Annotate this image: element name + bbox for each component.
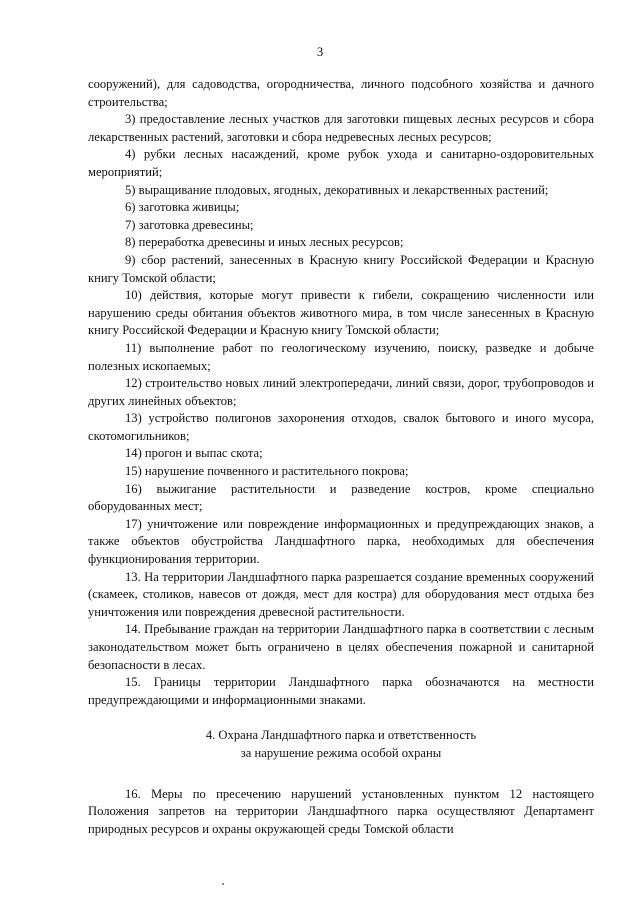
list-item: 16) выжигание растительности и разведение костров, кроме специально оборудованных мест; <box>88 481 594 514</box>
list-item: 10) действия, которые могут привести к гибели, сокращению численности или нарушению среды обитания объектов животного мира, в том числе занесенных в Красную книгу Российской Федерации и Красную книгу Томской области; <box>88 288 594 338</box>
list-item: 13) устройство полигонов захоронения отходов, свалок бытового и иного мусора, скотомогильников; <box>88 411 594 443</box>
list-item: 4) рубки лесных насаждений, кроме рубок ухода и санитарно-оздоровительных мероприятий; <box>88 147 594 179</box>
list-item: 3) предоставление лесных участков для заготовки пищевых лесных ресурсов и сбора лекарственных растений, заготовки и сбора недревесных лесных ресурсов; <box>88 112 594 144</box>
paragraph: 16. Меры по пресечению нарушений установленных пунктом 12 настоящего Положения запретов на территории Ландшафтного парка осуществляют Департамент природных ресурсов и охраны окружающей среды Томской области <box>88 786 594 836</box>
paragraph: 15. Границы территории Ландшафтного парка обозначаются на местности предупреждающими и информационными знаками. <box>88 675 594 707</box>
paragraph: 14. Пребывание граждан на территории Ландшафтного парка в соответствии с лесным законодательством может быть ограничено в целях обеспечения пожарной и санитарной безопасности в лесах. <box>88 622 594 672</box>
list-item: 11) выполнение работ по геологическому изучению, поиску, разведке и добыче полезных ископаемых; <box>88 340 594 373</box>
list-item: 14) прогон и выпас скота; <box>125 446 263 461</box>
list-item: 5) выращивание плодовых, ягодных, декоративных и лекарственных растений; <box>125 182 549 197</box>
section-heading-line: 4. Охрана Ландшафтного парка и ответственность <box>205 728 477 743</box>
list-item: 12) строительство новых линий электропередачи, линий связи, дорог, трубопроводов и других линейных объектов; <box>88 376 594 408</box>
list-item: 15) нарушение почвенного и растительного покрова; <box>125 464 409 479</box>
section-heading <box>88 727 594 762</box>
list-item: 7) заготовка древесины; <box>125 217 254 232</box>
page-number: 3 <box>316 45 324 59</box>
document-body <box>88 76 594 838</box>
paragraph: 13. На территории Ландшафтного парка разрешается создание временных сооружений (скамеек, столиков, навесов от дождя, мест для костра) для оборудования мест отдыха без уничтожения или повреждения древесной растительности. <box>88 569 594 619</box>
list-item: 6) заготовка живицы; <box>125 200 240 215</box>
list-item: 17) уничтожение или повреждение информационных и предупреждающих знаков, а также объектов обустройства Ландшафтного парка, необходимых для обеспечения функционирования территории. <box>88 516 594 567</box>
list-item: 9) сбор растений, занесенных в Красную книгу Российской Федерации и Красную книгу Томской области; <box>88 252 594 285</box>
scan-speck <box>222 883 224 885</box>
list-item: 8) переработка древесины и иных лесных ресурсов; <box>125 235 404 250</box>
section-heading-line: за нарушение режима особой охраны <box>240 745 442 760</box>
paragraph: сооружений), для садоводства, огородничества, личного подсобного хозяйства и дачного строительства; <box>88 77 594 109</box>
